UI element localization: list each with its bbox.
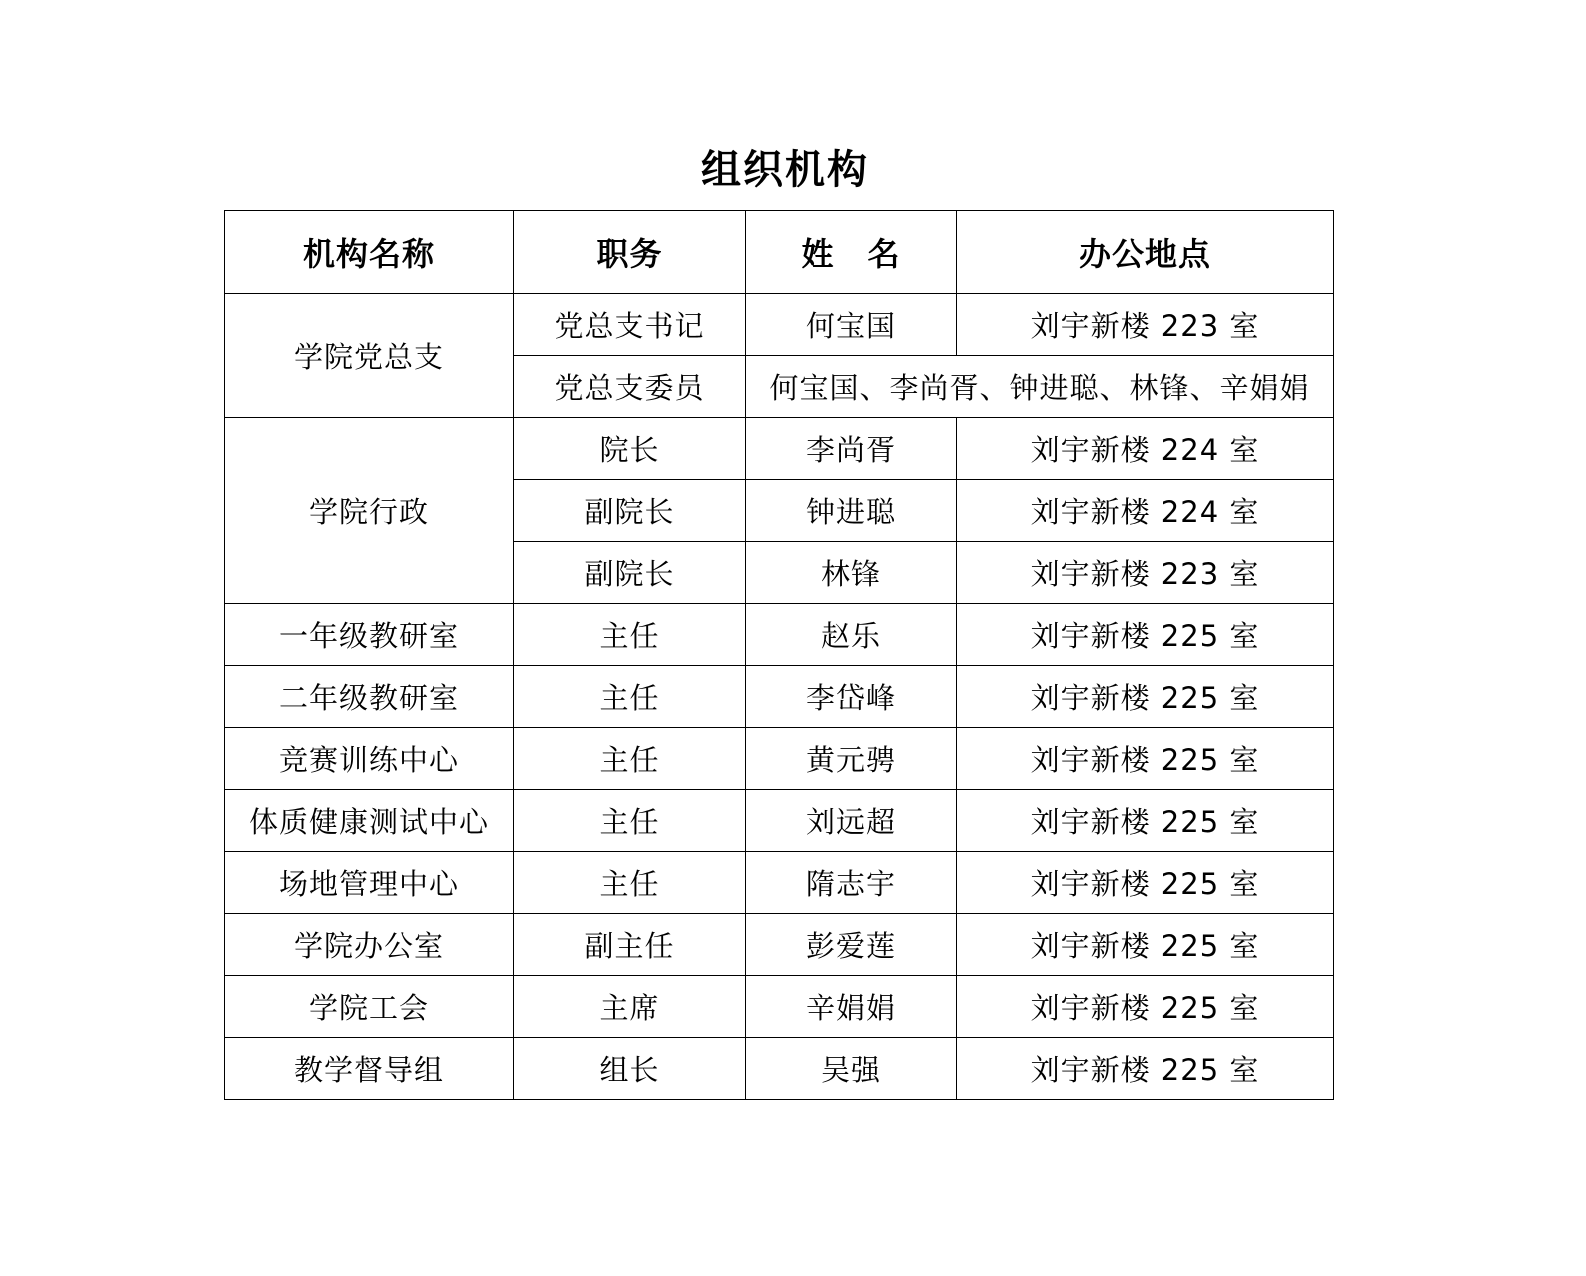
table-row [225, 790, 1334, 852]
org-cell: 二年级教研室 [225, 666, 514, 728]
table-row [225, 294, 1334, 356]
table-row [225, 976, 1334, 1038]
org-cell: 学院工会 [225, 976, 514, 1038]
org-cell: 学院办公室 [225, 914, 514, 976]
location-cell: 刘宇新楼 225 室 [957, 604, 1334, 666]
position-cell: 主任 [514, 852, 746, 914]
location-cell: 刘宇新楼 224 室 [957, 418, 1334, 480]
header-position: 职务 [514, 211, 746, 294]
table-row [225, 852, 1334, 914]
position-cell: 副主任 [514, 914, 746, 976]
table-row [225, 914, 1334, 976]
location-cell: 刘宇新楼 224 室 [957, 480, 1334, 542]
name-cell: 吴强 [746, 1038, 957, 1100]
header-org-name: 机构名称 [225, 211, 514, 294]
name-cell: 赵乐 [746, 604, 957, 666]
position-cell: 副院长 [514, 480, 746, 542]
org-cell: 场地管理中心 [225, 852, 514, 914]
position-cell: 院长 [514, 418, 746, 480]
name-cell: 彭爱莲 [746, 914, 957, 976]
table-row [225, 666, 1334, 728]
header-location: 办公地点 [957, 211, 1334, 294]
name-cell: 林锋 [746, 542, 957, 604]
position-cell: 主任 [514, 728, 746, 790]
position-cell: 党总支委员 [514, 356, 746, 418]
table-row [225, 418, 1334, 480]
location-cell: 刘宇新楼 223 室 [957, 542, 1334, 604]
table-row [225, 728, 1334, 790]
name-cell: 刘远超 [746, 790, 957, 852]
name-cell: 隋志宇 [746, 852, 957, 914]
page-title: 组织机构 [701, 147, 869, 193]
org-table [224, 210, 1334, 1100]
table-row [225, 1038, 1334, 1100]
position-cell: 组长 [514, 1038, 746, 1100]
org-cell: 学院党总支 [225, 294, 514, 418]
org-cell: 教学督导组 [225, 1038, 514, 1100]
location-cell: 刘宇新楼 225 室 [957, 790, 1334, 852]
location-cell: 刘宇新楼 225 室 [957, 666, 1334, 728]
location-cell: 刘宇新楼 225 室 [957, 1038, 1334, 1100]
location-cell: 刘宇新楼 225 室 [957, 728, 1334, 790]
location-cell: 刘宇新楼 225 室 [957, 976, 1334, 1038]
org-cell: 竞赛训练中心 [225, 728, 514, 790]
header-name: 姓 名 [746, 211, 957, 294]
location-cell: 刘宇新楼 225 室 [957, 914, 1334, 976]
members-cell: 何宝国、李尚胥、钟进聪、林锋、辛娟娟 [746, 356, 1334, 418]
org-cell: 一年级教研室 [225, 604, 514, 666]
position-cell: 主任 [514, 790, 746, 852]
location-cell: 刘宇新楼 225 室 [957, 852, 1334, 914]
name-cell: 李尚胥 [746, 418, 957, 480]
org-cell: 体质健康测试中心 [225, 790, 514, 852]
position-cell: 主任 [514, 666, 746, 728]
name-cell: 何宝国 [746, 294, 957, 356]
table-row [225, 604, 1334, 666]
org-cell: 学院行政 [225, 418, 514, 604]
name-cell: 李岱峰 [746, 666, 957, 728]
name-cell: 辛娟娟 [746, 976, 957, 1038]
table-header-row [225, 211, 1334, 294]
position-cell: 主席 [514, 976, 746, 1038]
position-cell: 主任 [514, 604, 746, 666]
position-cell: 党总支书记 [514, 294, 746, 356]
position-cell: 副院长 [514, 542, 746, 604]
name-cell: 钟进聪 [746, 480, 957, 542]
name-cell: 黄元骋 [746, 728, 957, 790]
location-cell: 刘宇新楼 223 室 [957, 294, 1334, 356]
